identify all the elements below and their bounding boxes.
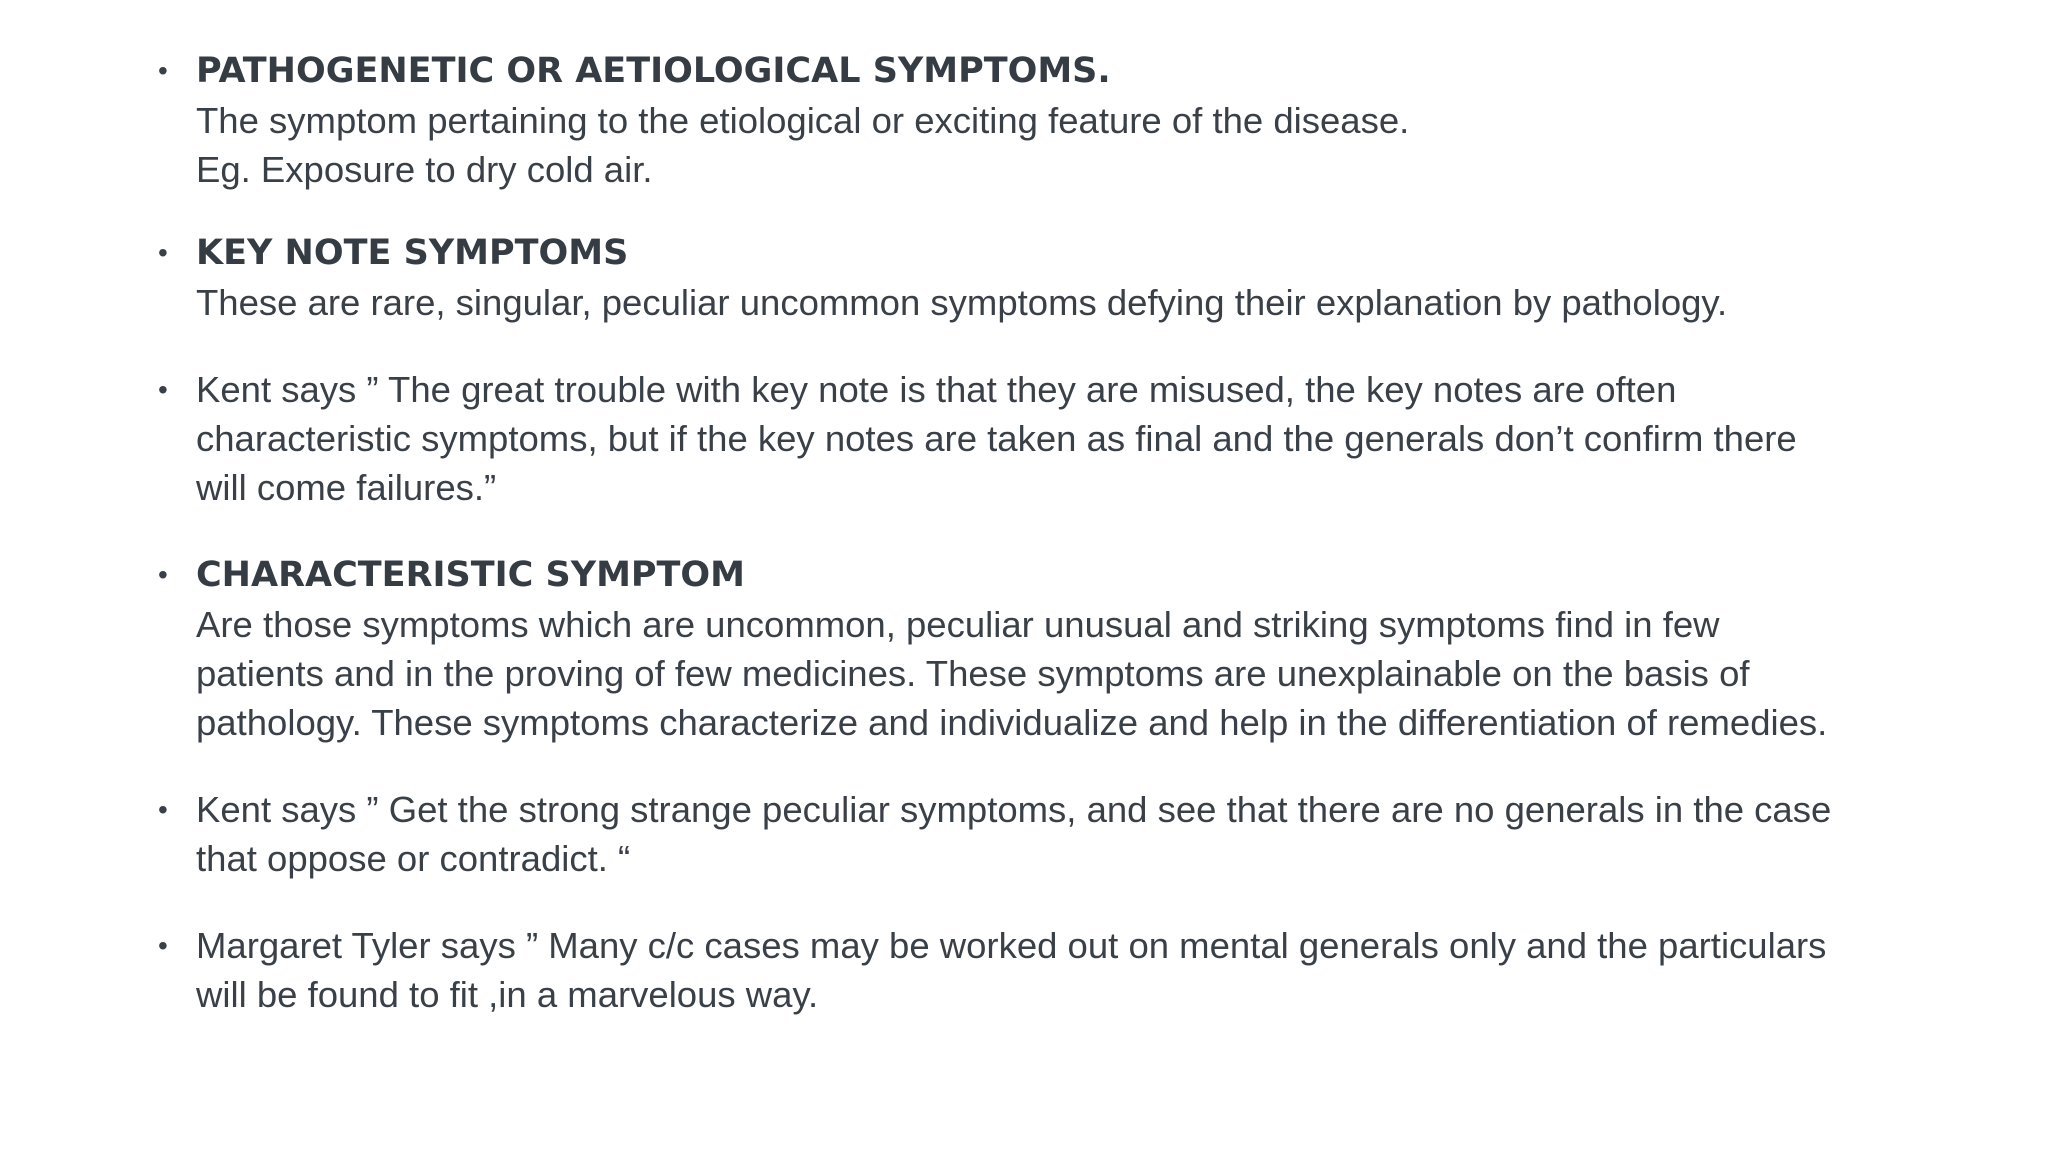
bullet-list	[150, 46, 1930, 1019]
bullet-dot-icon: •	[158, 794, 168, 825]
bullet-kent-quote-strange-peculiar	[150, 785, 1930, 883]
bullet-dot-icon: •	[158, 55, 168, 86]
bullet-text-line: Are those symptoms which are uncommon, peculiar unusual and striking symptoms find in few	[196, 604, 1720, 645]
bullet-dot-icon: •	[158, 559, 168, 590]
bullet-characteristic-symptom	[150, 550, 1930, 747]
bullet-text-line: pathology. These symptoms characterize and individualize and help in the differentiation of remedies.	[196, 702, 1828, 743]
bullet-margaret-tyler-quote	[150, 921, 1930, 1019]
bullet-dot-icon: •	[158, 374, 168, 405]
bullet-text-line: These are rare, singular, peculiar uncommon symptoms defying their explanation by pathology.	[196, 282, 1728, 323]
bullet-text-line: The symptom pertaining to the etiological or exciting feature of the disease.	[196, 100, 1410, 141]
bullet-text-line: patients and in the proving of few medicines. These symptoms are unexplainable on the basis of	[196, 653, 1750, 694]
bullet-dot-icon: •	[158, 237, 168, 268]
bullet-text-line: Kent says ” Get the strong strange peculiar symptoms, and see that there are no generals in the case	[196, 789, 1832, 830]
bullet-heading: KEY NOTE SYMPTOMS	[196, 233, 629, 273]
bullet-dot-icon: •	[158, 930, 168, 961]
bullet-heading: PATHOGENETIC OR AETIOLOGICAL SYMPTOMS.	[196, 51, 1111, 91]
bullet-text-line: characteristic symptoms, but if the key notes are taken as final and the generals don’t confirm there	[196, 418, 1797, 459]
bullet-text-line: will come failures.”	[196, 467, 497, 508]
bullet-text-line: that oppose or contradict. “	[196, 838, 631, 879]
bullet-text-line: will be found to fit ,in a marvelous way.	[196, 974, 819, 1015]
bullet-text-line: Eg. Exposure to dry cold air.	[196, 149, 653, 190]
bullet-text-line: Kent says ” The great trouble with key note is that they are misused, the key notes are often	[196, 369, 1677, 410]
bullet-pathogenetic-symptoms	[150, 46, 1930, 194]
bullet-text-line: Margaret Tyler says ” Many c/c cases may be worked out on mental generals only and the particulars	[196, 925, 1827, 966]
bullet-kent-quote-key-notes	[150, 365, 1930, 512]
bullet-key-note-symptoms	[150, 228, 1930, 327]
bullet-heading: CHARACTERISTIC SYMPTOM	[196, 555, 746, 595]
